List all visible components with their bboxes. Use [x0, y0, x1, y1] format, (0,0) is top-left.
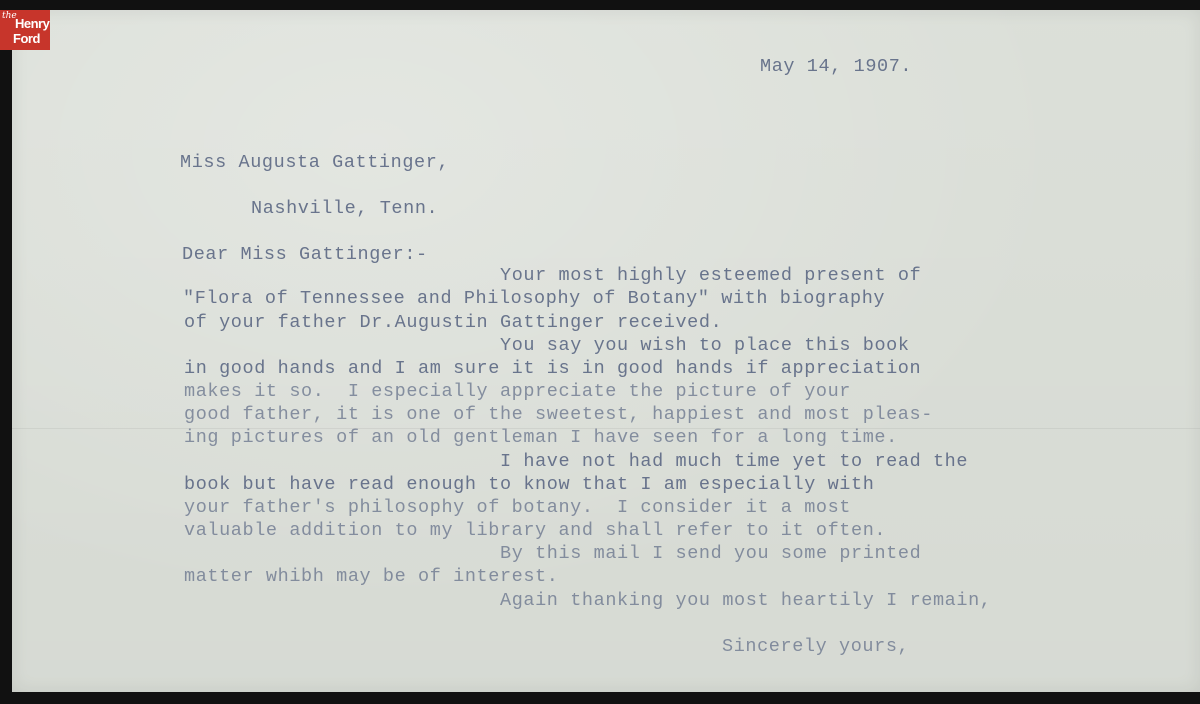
body-line: valuable addition to my library and shall refer to it often.	[184, 520, 887, 541]
body-line: in good hands and I am sure it is in good hands if appreciation	[184, 358, 922, 379]
salutation: Dear Miss Gattinger:-	[182, 244, 428, 265]
recipient-city: Nashville, Tenn.	[251, 198, 439, 219]
henry-ford-logo	[0, 10, 50, 50]
body-line: Your most highly esteemed present of	[500, 265, 922, 286]
logo-text-ford: Ford	[13, 31, 40, 46]
body-line: good father, it is one of the sweetest, happiest and most pleas-	[184, 404, 933, 425]
body-line: of your father Dr.Augustin Gattinger received.	[184, 312, 723, 333]
logo-text-the: the	[2, 11, 17, 21]
recipient-name: Miss Augusta Gattinger,	[180, 152, 450, 173]
body-line: book but have read enough to know that I am especially with	[184, 474, 875, 495]
body-line: matter whibh may be of interest.	[184, 566, 559, 587]
body-line: You say you wish to place this book	[500, 335, 910, 356]
body-line: I have not had much time yet to read the	[500, 451, 969, 472]
body-line: makes it so. I especially appreciate the picture of your	[184, 381, 852, 402]
body-line: "Flora of Tennessee and Philosophy of Botany" with biography	[183, 288, 886, 309]
logo-text-henry: Henry	[15, 16, 50, 31]
letter-date: May 14, 1907.	[760, 56, 913, 77]
closing: Sincerely yours,	[722, 636, 910, 657]
body-line: your father's philosophy of botany. I consider it a most	[184, 497, 852, 518]
body-line: Again thanking you most heartily I remain,	[500, 590, 992, 611]
body-line: By this mail I send you some printed	[500, 543, 922, 564]
body-line: ing pictures of an old gentleman I have seen for a long time.	[184, 427, 898, 448]
